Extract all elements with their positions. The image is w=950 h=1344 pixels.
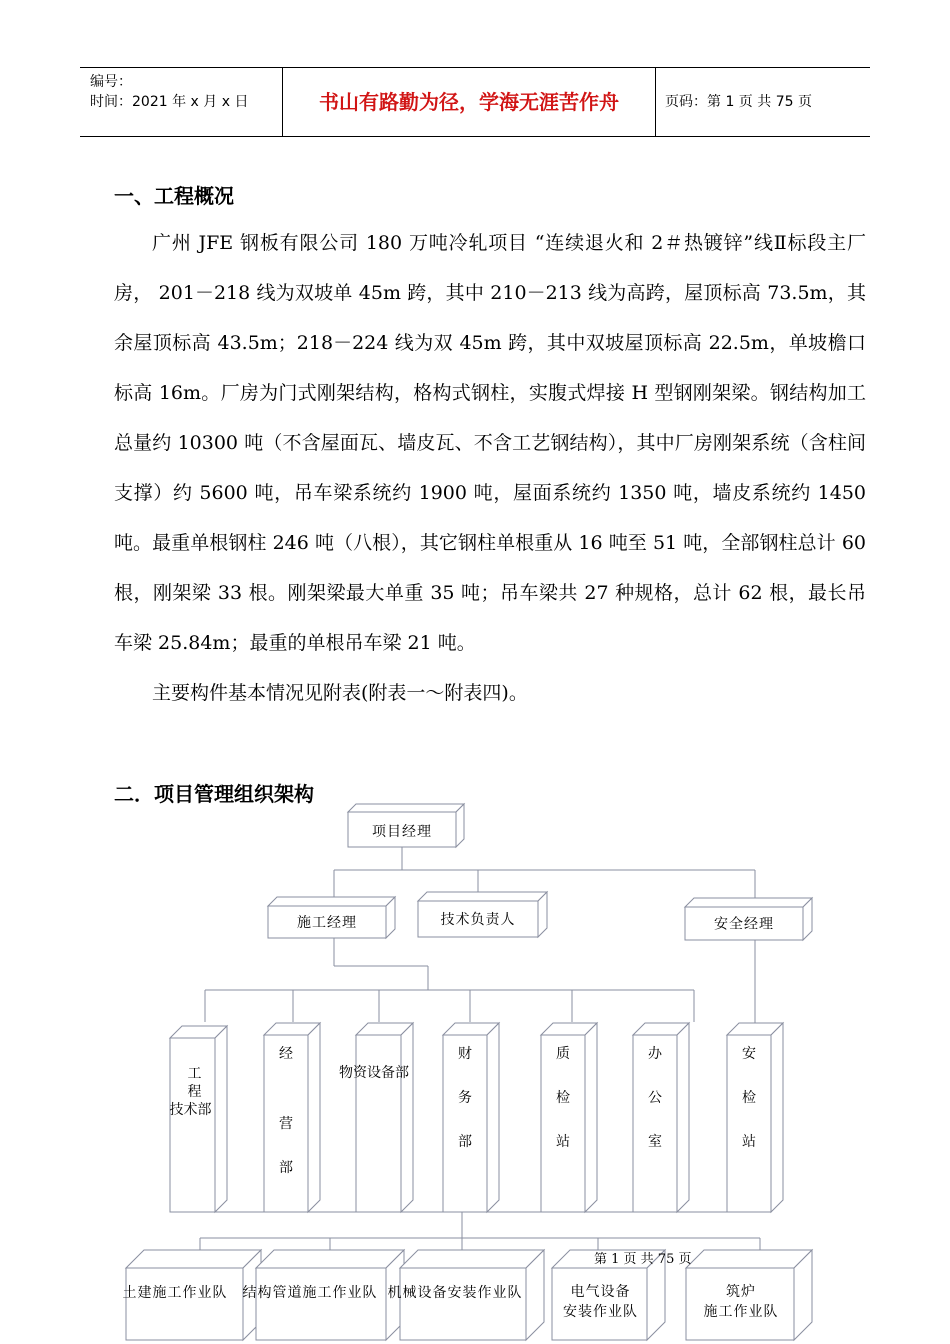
org-box-department xyxy=(339,1023,413,1212)
header-motto: 书山有路勤为径，学海无涯苦作舟 xyxy=(319,90,619,114)
box-label: 安全经理 xyxy=(714,916,774,933)
org-box-construction-manager xyxy=(268,897,395,938)
org-box-project-manager xyxy=(348,804,464,847)
org-box-department xyxy=(727,1023,783,1212)
org-box-team xyxy=(123,1250,262,1340)
box-label: 安 xyxy=(742,1046,756,1062)
box-label: 办 xyxy=(648,1046,662,1062)
box-label: 检 xyxy=(742,1090,756,1106)
box-label: 安装作业队 xyxy=(563,1304,638,1320)
box-label: 施工经理 xyxy=(297,915,357,931)
org-box-department xyxy=(633,1023,689,1212)
section-1-title: 一、工程概况 xyxy=(114,184,234,208)
org-box-team xyxy=(388,1250,545,1340)
box-label: 机械设备安装作业队 xyxy=(387,1285,523,1301)
box-label: 工 xyxy=(187,1066,202,1082)
box-label: 站 xyxy=(742,1134,756,1150)
paragraph: 主要构件基本情况见附表(附表一～附表四)。 xyxy=(152,682,528,704)
page-number: 第 1 页 共 75 页 xyxy=(594,1252,692,1267)
org-box-department xyxy=(443,1023,499,1212)
box-label: 营 xyxy=(279,1116,293,1132)
org-box-department xyxy=(264,1023,320,1212)
box-label: 电气设备 xyxy=(570,1284,631,1300)
section-2-title: 二．项目管理组织架构 xyxy=(114,782,314,806)
org-box-team xyxy=(686,1250,812,1340)
box-label: 技术负责人 xyxy=(440,912,516,928)
box-label: 筑炉 xyxy=(726,1284,756,1300)
doc-date: 时间：2021 年 x 月 x 日 xyxy=(90,94,249,110)
box-label: 程 xyxy=(187,1084,202,1100)
box-label: 结构管道施工作业队 xyxy=(242,1285,378,1301)
box-label: 施工作业队 xyxy=(703,1304,779,1320)
org-box-team xyxy=(243,1250,405,1340)
box-label: 物资设备部 xyxy=(339,1065,409,1081)
org-box-technical-lead xyxy=(418,892,547,937)
box-label: 项目经理 xyxy=(372,824,432,840)
doc-id-label: 编号： xyxy=(90,74,132,90)
box-label: 经 xyxy=(279,1046,293,1062)
box-label: 务 xyxy=(458,1090,472,1106)
box-label: 技术部 xyxy=(169,1102,212,1118)
box-label: 室 xyxy=(648,1134,662,1150)
box-label: 站 xyxy=(556,1134,570,1150)
box-label: 部 xyxy=(458,1134,472,1150)
header-page-info: 页码：第 1 页 共 75 页 xyxy=(665,94,812,110)
box-label: 土建施工作业队 xyxy=(122,1285,228,1301)
org-box-safety-manager xyxy=(685,898,812,940)
org-box-department xyxy=(541,1023,597,1212)
box-label: 部 xyxy=(279,1160,293,1176)
box-label: 检 xyxy=(556,1090,570,1106)
org-box-department xyxy=(170,1026,228,1212)
box-label: 财 xyxy=(458,1046,472,1062)
box-label: 质 xyxy=(556,1046,570,1062)
paragraph: 广州 JFE 钢板有限公司 180 万吨冷轧项目 “连续退火和 2＃热镀锌”线Ⅱ标段主厂房， 201－218 线为双坡单 45m 跨，其中 210－213 线为高跨，屋顶标高 73.5m，其余屋顶标高 43.5m；218－224 线为双 45m 跨，其中双坡屋顶标高 22.5m，单坡檐口标高 16m。厂房为门式刚架结构，格构式钢柱，实腹式焊接 H 型钢刚架梁。钢结构加工总量约 10300 吨（不含屋面瓦、墙皮瓦、不含工艺钢结构），其中厂房刚架系统（含柱间支撑）约 5600 吨，吊车梁系统约 1900 吨，屋面系统约 1350 吨，墙皮系统约 1450 吨。最重单根钢柱 246 吨（八根），其它钢柱单根重从 16 吨至 51 吨，全部钢柱总计 60 根，刚架梁 33 根。刚架梁最大单重 35 吨；吊车梁共 27 种规格，总计 62 根，最长吊车梁 25.84m；最重的单根吊车梁 21 吨。 xyxy=(114,232,866,654)
box-label: 公 xyxy=(648,1090,662,1106)
